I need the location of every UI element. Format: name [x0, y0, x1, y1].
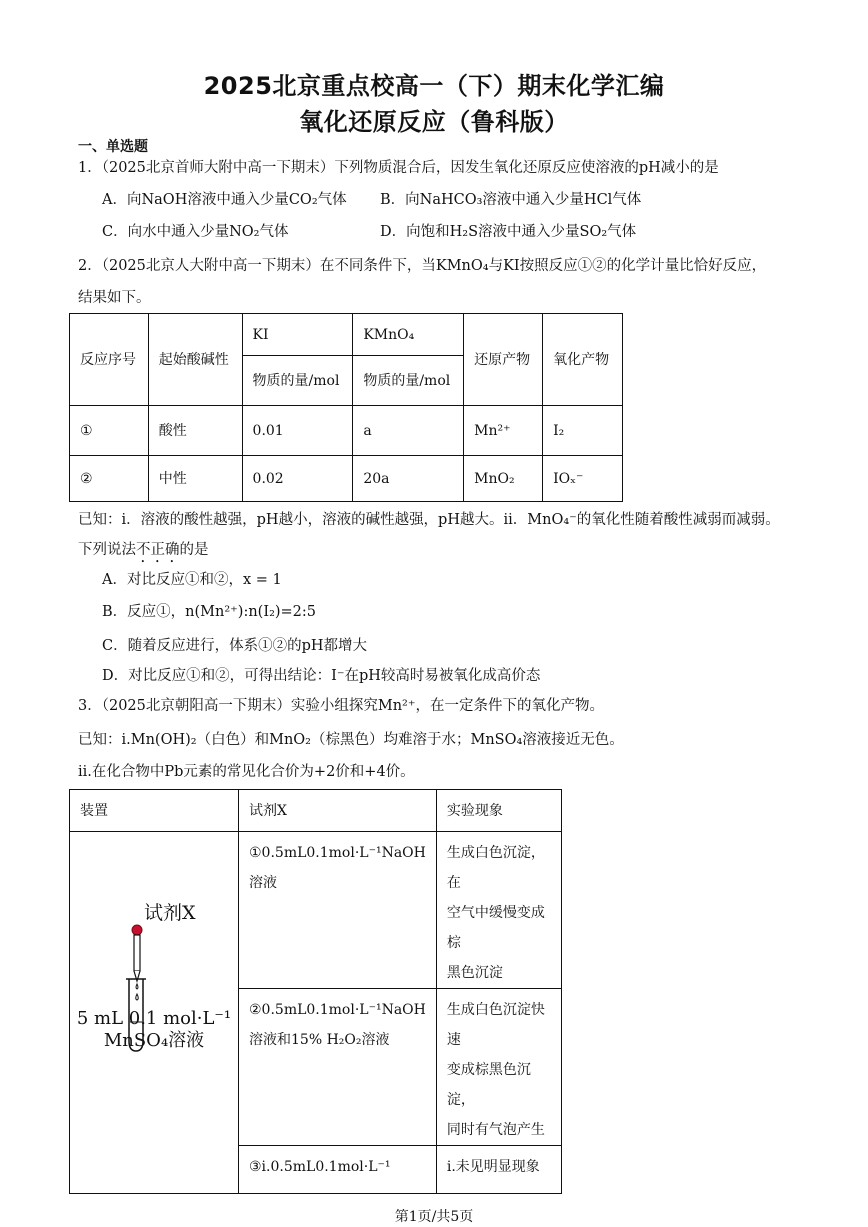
q2-cell-acidity: 中性 — [148, 456, 242, 502]
q1-option-b: B．向NaHCO₃溶液中通入少量HCl气体 — [380, 192, 642, 208]
q2-option-a: A．对比反应①和②，x = 1 — [102, 572, 282, 588]
q2-stem-line2: 结果如下。 — [78, 290, 151, 306]
q3-th-device: 装置 — [70, 790, 239, 832]
document-title-line1: 2025北京重点校高一（下）期末化学汇编 — [203, 72, 665, 100]
q2-question — [78, 538, 209, 566]
solution-name-label: MnSO₄溶液 — [103, 1030, 205, 1051]
q2-cell-reduction-product: Mn²⁺ — [464, 406, 543, 456]
q3-cell-phenomenon — [436, 1146, 561, 1194]
q2-cell-kmno4: 20a — [353, 456, 464, 502]
q2-th-kmno4: KMnO₄ — [353, 314, 464, 356]
q2-cell-oxidation-product: I₂ — [543, 406, 623, 456]
q3-cell-phenomenon — [436, 832, 561, 989]
q2-cell-ki: 0.02 — [242, 456, 353, 502]
table-row — [70, 406, 623, 456]
q2-th-acidity: 起始酸碱性 — [148, 314, 242, 406]
q2-cell-kmno4: a — [353, 406, 464, 456]
q2-known: 已知：i．溶液的酸性越强，pH越小，溶液的碱性越强，pH越大。ii．MnO₄⁻的氧化性随着酸性减弱而减弱。 — [78, 512, 780, 528]
q2-th-oxidation-product: 氧化产物 — [543, 314, 623, 406]
q3-phenomenon-line1: i.未见明显现象 — [446, 1159, 540, 1175]
q2-table — [69, 313, 623, 502]
reagent-x-label: 试剂X — [144, 902, 196, 924]
section-heading: 一、单选题 — [78, 139, 148, 155]
q3-phenomenon-line2: 空气中缓慢变成棕 — [446, 905, 545, 951]
q3-known-1: 已知：i.Mn(OH)₂（白色）和MnO₂（棕黑色）均难溶于水；MnSO₄溶液接近无色。 — [78, 732, 624, 748]
q3-stem: 3．（2025北京朝阳高一下期末）实验小组探究Mn²⁺，在一定条件下的氧化产物。 — [78, 698, 605, 714]
q2-option-d: D．对比反应①和②，可得出结论：I⁻在pH较高时易被氧化成高价态 — [102, 668, 541, 684]
q3-reagent-line1: ①0.5mL0.1mol·L⁻¹NaOH — [249, 845, 426, 861]
page-footer: 第1页/共5页 — [394, 1209, 474, 1225]
q3-phenomenon-line3: 同时有气泡产生 — [446, 1122, 545, 1138]
q2-th-ki: KI — [242, 314, 353, 356]
q3-known-2: ii.在化合物中Pb元素的常见化合价为+2价和+4价。 — [78, 764, 415, 780]
q2-option-b: B．反应①，n(Mn²⁺):n(I₂)=2:5 — [102, 604, 317, 620]
document-title-line2: 氧化还原反应（鲁科版） — [299, 108, 569, 136]
q2-cell-index: ② — [70, 456, 149, 502]
q3-table — [69, 789, 562, 1194]
q2-th-index: 反应序号 — [70, 314, 149, 406]
q2-cell-index: ① — [70, 406, 149, 456]
q2-th-ki-amount: 物质的量/mol — [242, 356, 353, 406]
q3-phenomenon-line1: 生成白色沉淀快速 — [446, 1002, 545, 1048]
q2-stem-line1: 2．（2025北京人大附中高一下期末）在不同条件下，当KMnO₄与KI按照反应①②的化学计量比恰好反应， — [78, 258, 767, 274]
q1-option-c: C．向水中通入少量NO₂气体 — [102, 224, 289, 240]
q3-th-reagent: 试剂X — [239, 790, 437, 832]
q2-th-reduction-product: 还原产物 — [464, 314, 543, 406]
table-row — [70, 832, 562, 989]
q3-cell-reagent — [239, 1146, 437, 1194]
q2-cell-reduction-product: MnO₂ — [464, 456, 543, 502]
q3-cell-reagent — [239, 989, 437, 1146]
q2-question-pre: 下列说法 — [78, 542, 136, 558]
q1-stem: 1．（2025北京首师大附中高一下期末）下列物质混合后，因发生氧化还原反应使溶液的pH减小的是 — [78, 160, 719, 176]
table-row — [70, 456, 623, 502]
q3-th-phenomenon: 实验现象 — [436, 790, 561, 832]
q3-reagent-line2: 溶液 — [249, 875, 277, 891]
q3-device-cell — [70, 832, 239, 1194]
q2-th-kmno4-amount: 物质的量/mol — [353, 356, 464, 406]
q3-reagent-line1: ③i.0.5mL0.1mol·L⁻¹ — [249, 1159, 391, 1175]
q1-option-d: D．向饱和H₂S溶液中通入少量SO₂气体 — [380, 224, 637, 240]
q3-cell-reagent — [239, 832, 437, 989]
solution-concentration-label: 5 mL 0.1 mol·L⁻¹ — [76, 1008, 232, 1029]
q2-cell-oxidation-product: IOₓ⁻ — [543, 456, 623, 502]
q2-cell-acidity: 酸性 — [148, 406, 242, 456]
q1-option-a: A．向NaOH溶液中通入少量CO₂气体 — [102, 192, 347, 208]
q2-option-c: C．随着反应进行，体系①②的pH都增大 — [102, 638, 368, 654]
q3-reagent-line1: ②0.5mL0.1mol·L⁻¹NaOH — [249, 1002, 426, 1018]
q3-phenomenon-line2: 变成棕黑色沉淀， — [446, 1062, 531, 1108]
q2-cell-ki: 0.01 — [242, 406, 353, 456]
q3-phenomenon-line1: 生成白色沉淀，在 — [446, 845, 545, 891]
q2-question-emphasis: 不正确 — [136, 542, 180, 558]
q3-cell-phenomenon — [436, 989, 561, 1146]
q3-reagent-line2: 溶液和15% H₂O₂溶液 — [249, 1032, 390, 1048]
q2-question-post: 的是 — [179, 542, 209, 558]
q3-phenomenon-line3: 黑色沉淀 — [446, 965, 503, 981]
